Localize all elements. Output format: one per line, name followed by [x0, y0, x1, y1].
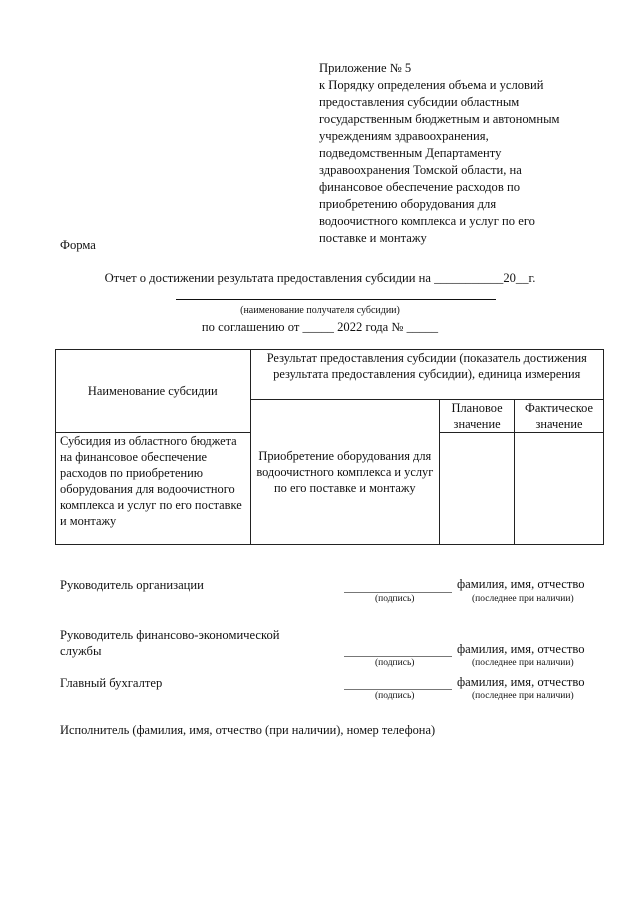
planned-value — [440, 433, 515, 545]
actual-value — [515, 433, 604, 545]
signature-caption: (подпись) — [375, 691, 415, 701]
header-result: Результат предоставления субсидии (показатель достижения результата предоставления субсидии), единица измерения — [250, 350, 603, 400]
agreement-line: по соглашению от _____ 2022 года № _____ — [201, 320, 439, 334]
subsidy-name-value: Субсидия из областного бюджета на финансовое обеспечение расходов по приобретению оборудования для водоочистного комплекса и услуг по его поставке и монтажу — [56, 433, 251, 545]
signature-label: Главный бухгалтер — [60, 676, 163, 690]
annex-line: подведомственным Департаменту — [319, 146, 502, 160]
form-label: Форма — [60, 238, 96, 252]
fio-caption: (последнее при наличии) — [472, 658, 574, 668]
signature-caption: (подпись) — [375, 594, 415, 604]
annex-line: государственным бюджетным и автономным — [319, 112, 560, 126]
annex-line: финансовое обеспечение расходов по — [319, 180, 520, 194]
signature-line — [344, 656, 452, 657]
report-title: Отчет о достижении результата предоставления субсидии на ___________20__г. — [104, 271, 536, 285]
report-table — [55, 349, 604, 545]
annex-line: к Порядку определения объема и условий — [319, 78, 544, 92]
annex-line: приобретению оборудования для — [319, 197, 497, 211]
recipient-name-line — [176, 299, 496, 300]
signature-fio: фамилия, имя, отчество — [457, 675, 585, 689]
signature-line — [344, 592, 452, 593]
fio-caption: (последнее при наличии) — [472, 691, 574, 701]
header-planned: Плановое значение — [440, 400, 515, 433]
signature-fio: фамилия, имя, отчество — [457, 642, 585, 656]
annex-line: Приложение № 5 — [319, 61, 412, 75]
signature-caption: (подпись) — [375, 658, 415, 668]
signature-label: Руководитель организации — [60, 578, 204, 592]
fio-caption: (последнее при наличии) — [472, 594, 574, 604]
annex-line: водоочистного комплекса и услуг по его — [319, 214, 535, 228]
header-subsidy-name: Наименование субсидии — [56, 350, 251, 433]
header-actual: Фактическое значение — [515, 400, 604, 433]
result-value: Приобретение оборудования для водоочистного комплекса и услуг по его поставке и монтажу — [250, 400, 440, 545]
annex-line: предоставления субсидии областным — [319, 95, 520, 109]
annex-line: поставке и монтажу — [319, 231, 427, 245]
executor-line: Исполнитель (фамилия, имя, отчество (при наличии), номер телефона) — [60, 723, 436, 737]
annex-line: учреждениям здравоохранения, — [319, 129, 489, 143]
signature-line — [344, 689, 452, 690]
annex-header — [319, 60, 619, 247]
signature-fio: фамилия, имя, отчество — [457, 577, 585, 591]
annex-line: здравоохранения Томской области, на — [319, 163, 522, 177]
signature-label: Руководитель финансово-экономической службы — [60, 628, 280, 658]
recipient-caption: (наименование получателя субсидии) — [240, 305, 400, 316]
